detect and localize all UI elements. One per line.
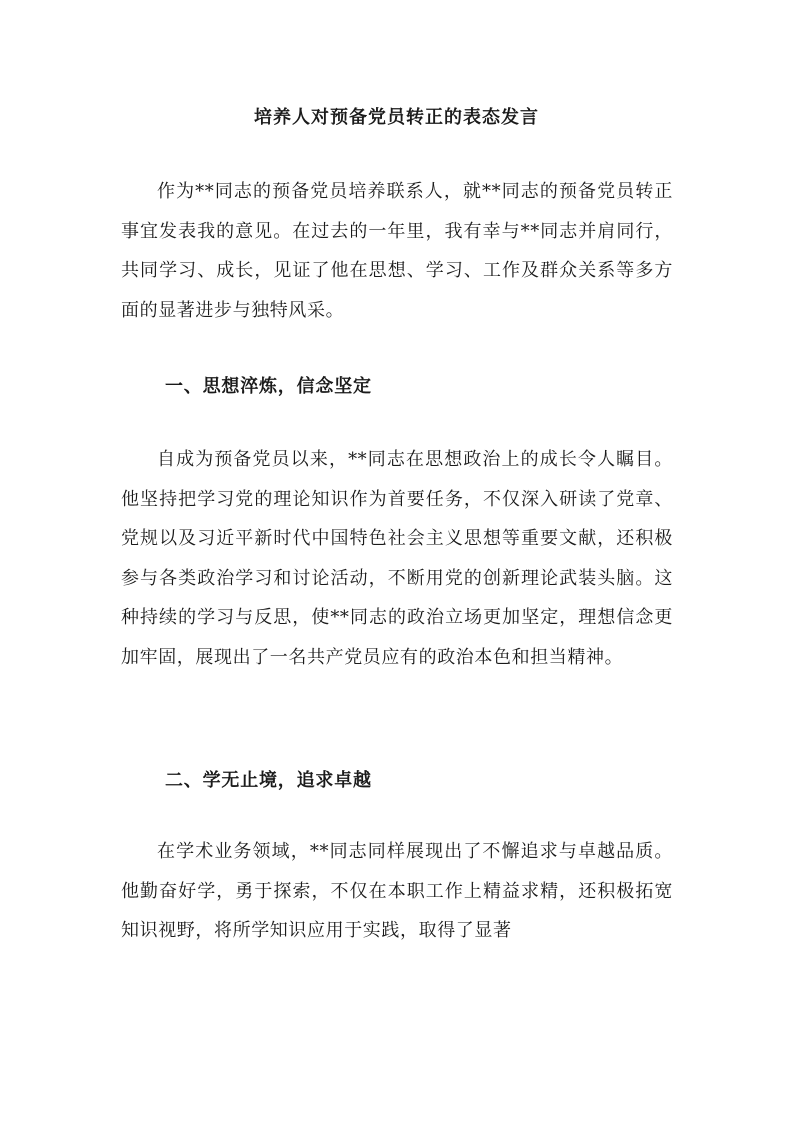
- section-heading-1: 一、思想淬炼，信念坚定: [165, 376, 372, 397]
- paragraph-study: 在学术业务领域，**同志同样展现出了不懈追求与卓越品质。他勤奋好学，勇于探索，不仅在本职工作上精益求精，还积极拓宽知识视野，将所学知识应用于实践，取得了显著: [121, 841, 673, 941]
- paragraph-intro: 作为**同志的预备党员培养联系人，就**同志的预备党员转正事宜发表我的意见。在过去的一年里，我有幸与**同志并肩同行，共同学习、成长，见证了他在思想、学习、工作及群众关系等多方面的显著进步与独特风采。: [121, 181, 673, 321]
- document-title: 培养人对预备党员转正的表态发言: [254, 107, 539, 128]
- section-heading-2: 二、学无止境，追求卓越: [165, 770, 372, 791]
- paragraph-ideology: 自成为预备党员以来，**同志在思想政治上的成长令人瞩目。他坚持把学习党的理论知识作为首要任务，不仅深入研读了党章、党规以及习近平新时代中国特色社会主义思想等重要文献，还积极参与各类政治学习和讨论活动，不断用党的创新理论武装头脑。这种持续的学习与反思，使**同志的政治立场更加坚定，理想信念更加牢固，展现出了一名共产党员应有的政治本色和担当精神。: [121, 449, 673, 668]
